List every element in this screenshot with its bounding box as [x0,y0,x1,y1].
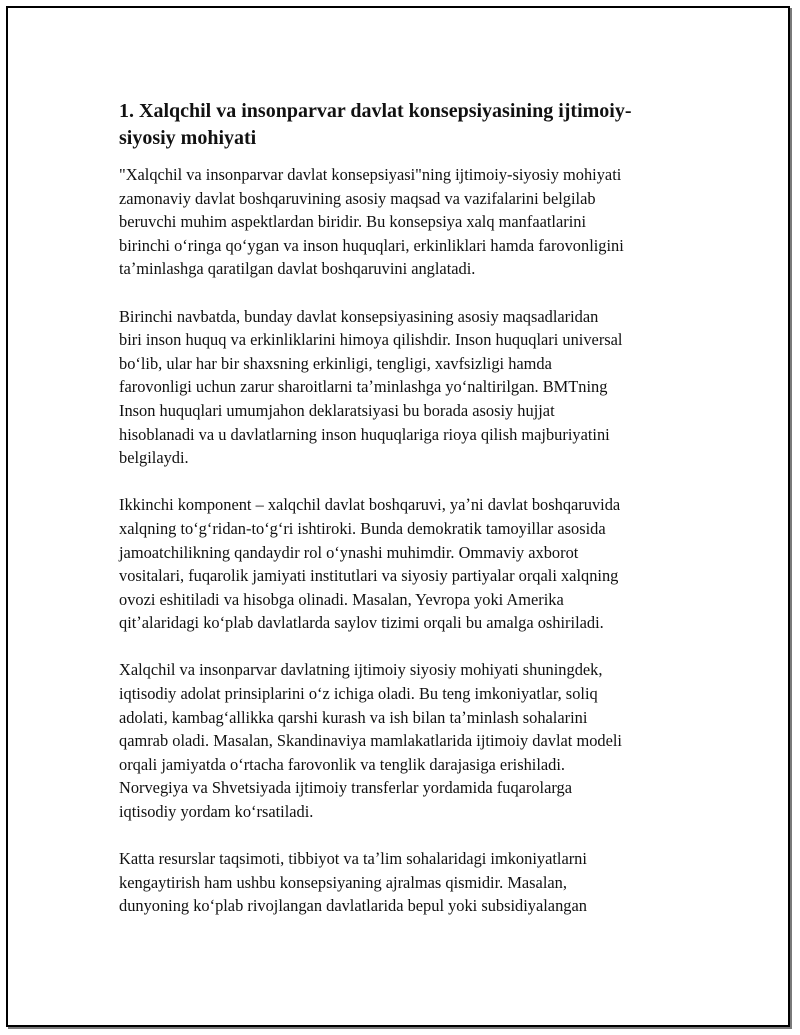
text-line: Xalqchil va insonparvar davlatning ijtimoiy siyosiy mohiyati shuningdek, [119,660,603,680]
text-line: ovozi eshitiladi va hisobga olinadi. Masalan, Yevropa yoki Amerika [119,589,564,609]
text-line: Norvegiya va Shvetsiyada ijtimoiy transferlar yordamida fuqarolarga [119,778,573,798]
text-line: iqtisodiy adolat prinsiplarini oʻz ichiga oladi. Bu teng imkoniyatlar, soliq [119,684,598,704]
document-body [119,98,699,942]
text-line: beruvchi muhim aspektlardan biridir. Bu konsepsiya xalq manfaatlarini [119,212,587,232]
paragraph [119,305,699,470]
text-line: "Xalqchil va insonparvar davlat konsepsiyasi"ning ijtimoiy-siyosiy mohiyati [119,165,622,184]
text-line: vositalari, fuqarolik jamiyati institutlari va siyosiy partiyalar orqali xalqning [119,566,619,586]
text-line: belgilaydi. [119,448,189,468]
document-page [6,6,790,1027]
text-line: taʼminlashga qaratilgan davlat boshqaruvini anglatadi. [119,259,476,279]
text-line: birinchi oʻringa qoʻygan va inson huquqlari, erkinliklari hamda farovonligini [119,235,624,255]
section-heading [119,98,699,152]
paragraph [119,493,699,635]
text-line: orqali jamiyatda oʻrtacha farovonlik va tenglik darajasiga erishiladi. [119,754,566,774]
text-line: qamrab oladi. Masalan, Skandinaviya mamlakatlarida ijtimoiy davlat modeli [119,731,622,751]
text-line: qitʼalaridagi koʻplab davlatlarda saylov tizimi orqali bu amalga oshiriladi. [119,613,604,633]
paragraph [119,847,699,918]
text-line: zamonaviy davlat boshqaruvining asosiy maqsad va vazifalarini belgilab [119,188,596,208]
text-line: xalqning toʻgʻridan-toʻgʻri ishtiroki. Bunda demokratik tamoyillar asosida [119,518,606,538]
paragraph [119,163,699,281]
text-line: farovonligi uchun zarur sharoitlarni taʼminlashga yoʻnaltirilgan. BMTning [119,377,608,397]
text-line: iqtisodiy yordam koʻrsatiladi. [119,802,314,822]
text-line: jamoatchilikning qandaydir rol oʻynashi muhimdir. Ommaviy axborot [119,542,579,562]
text-line: adolati, kambagʻallikka qarshi kurash va ish bilan taʼminlash sohalarini [119,707,588,727]
text-line: boʻlib, ular har bir shaxsning erkinligi, tengligi, xavfsizligi hamda [119,353,552,373]
paragraph [119,658,699,823]
text-line: biri inson huquq va erkinliklarini himoya qilishdir. Inson huquqlari universal [119,330,623,350]
text-line: dunyoning koʻplab rivojlangan davlatlarida bepul yoki subsidiyalangan [119,896,587,916]
text-line: Katta resurslar taqsimoti, tibbiyot va taʼlim sohalaridagi imkoniyatlarni [119,849,587,869]
heading-line: 1. Xalqchil va insonparvar davlat konsepsiyasining ijtimoiy- [119,100,632,122]
text-line: Birinchi navbatda, bunday davlat konsepsiyasining asosiy maqsadlaridan [119,306,599,326]
text-line: hisoblanadi va u davlatlarning inson huquqlariga rioya qilish majburiyatini [119,424,610,444]
text-line: Ikkinchi komponent – xalqchil davlat boshqaruvi, yaʼni davlat boshqaruvida [119,495,621,515]
heading-line: siyosiy mohiyati [119,127,257,149]
text-line: kengaytirish ham ushbu konsepsiyaning ajralmas qismidir. Masalan, [119,872,567,892]
text-line: Inson huquqlari umumjahon deklaratsiyasi bu borada asosiy hujjat [119,400,555,420]
